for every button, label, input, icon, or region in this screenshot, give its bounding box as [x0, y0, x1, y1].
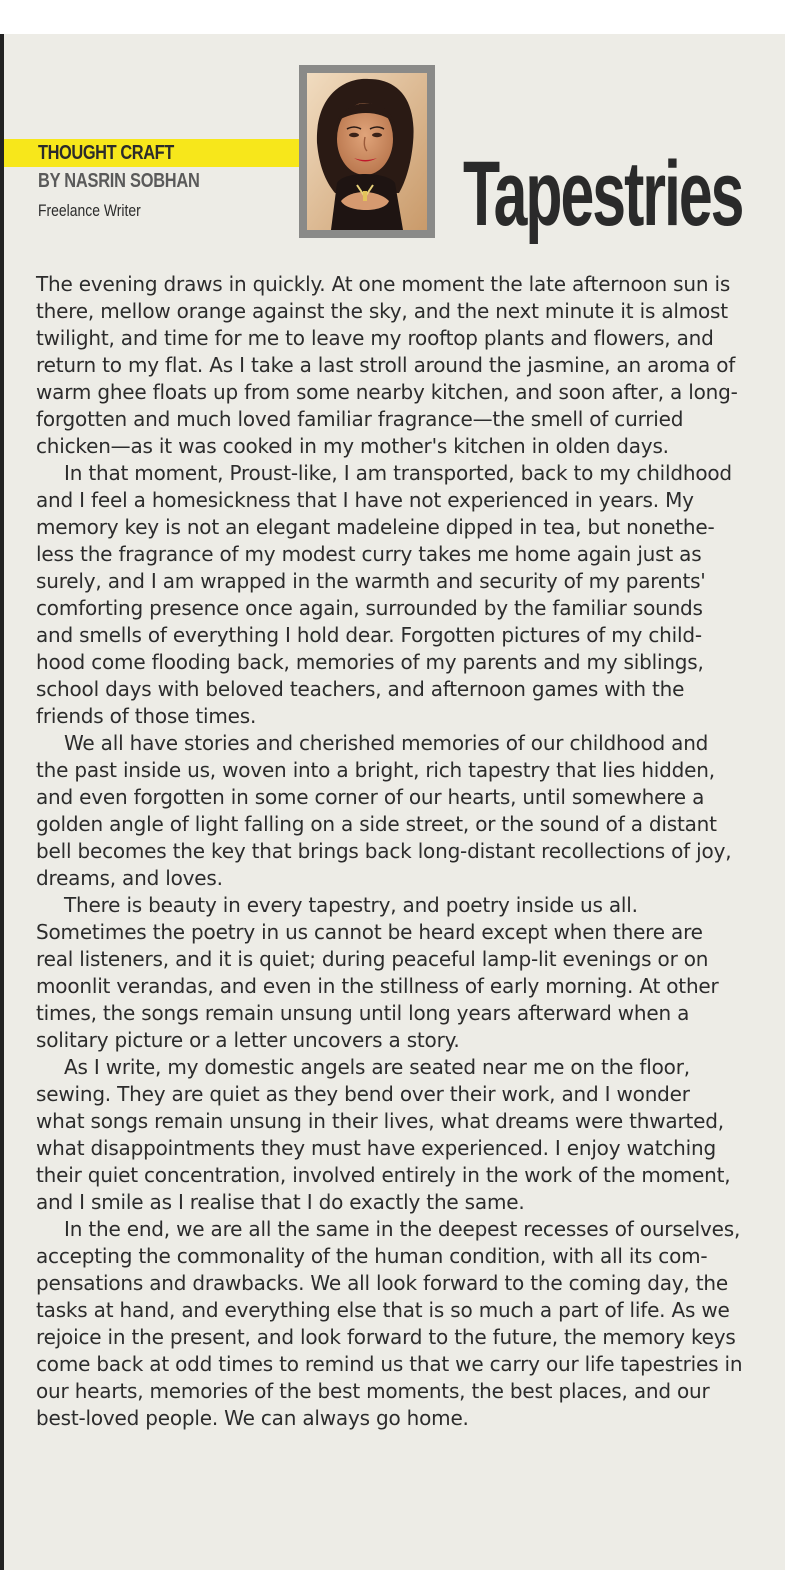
- text-line: sewing. They are quiet as they bend over their work, and I wonder: [36, 1082, 690, 1106]
- author-byline: BY NASRIN SOBHAN: [38, 170, 200, 192]
- text-line: moonlit verandas, and even in the stillness of early morning. At other: [36, 974, 719, 998]
- text-line: what disappointments they must have experienced. I enjoy watching: [36, 1136, 716, 1160]
- text-line: There is beauty in every tapestry, and poetry inside us all.: [64, 893, 638, 917]
- text-line: In that moment, Proust-like, I am transported, back to my childhood: [64, 461, 732, 485]
- text-line: dreams, and loves.: [36, 866, 223, 890]
- author-portrait-icon: [307, 73, 427, 230]
- text-line: what songs remain unsung in their lives, what dreams were thwarted,: [36, 1109, 724, 1133]
- text-line: their quiet concentration, involved entirely in the work of the moment,: [36, 1163, 731, 1187]
- text-line: best-loved people. We can always go home.: [36, 1406, 469, 1430]
- text-line: solitary picture or a letter uncovers a story.: [36, 1028, 460, 1052]
- author-role: Freelance Writer: [38, 201, 141, 220]
- text-line: come back at odd times to remind us that we carry our life tapestries in: [36, 1352, 743, 1376]
- text-line: As I write, my domestic angels are seated near me on the floor,: [64, 1055, 690, 1079]
- text-line: our hearts, memories of the best moments, the best places, and our: [36, 1379, 710, 1403]
- article-body: [36, 271, 748, 1432]
- text-line: school days with beloved teachers, and afternoon games with the: [36, 677, 685, 701]
- paragraph: [36, 271, 748, 460]
- paragraph: [36, 1054, 748, 1216]
- paragraph: [36, 460, 748, 730]
- paragraph: [36, 1216, 748, 1432]
- text-line: rejoice in the present, and look forward to the future, the memory keys: [36, 1325, 736, 1349]
- text-line: memory key is not an elegant madeleine dipped in tea, but nonethe-: [36, 515, 715, 539]
- text-line: golden angle of light falling on a side street, or the sound of a distant: [36, 812, 717, 836]
- text-line: return to my flat. As I take a last stroll around the jasmine, an aroma of: [36, 353, 736, 377]
- text-line: the past inside us, woven into a bright, rich tapestry that lies hidden,: [36, 758, 715, 782]
- text-line: hood come flooding back, memories of my parents and my siblings,: [36, 650, 704, 674]
- text-line: and I feel a homesickness that I have not experienced in years. My: [36, 488, 694, 512]
- paragraph: [36, 730, 748, 892]
- text-line: twilight, and time for me to leave my rooftop plants and flowers, and: [36, 326, 714, 350]
- article-headline: Tapestries: [463, 143, 743, 245]
- text-line: and I smile as I realise that I do exactly the same.: [36, 1190, 525, 1214]
- text-line: chicken—as it was cooked in my mother's kitchen in olden days.: [36, 434, 669, 458]
- text-line: forgotten and much loved familiar fragrance—the smell of curried: [36, 407, 684, 431]
- text-line: The evening draws in quickly. At one moment the late afternoon sun is: [36, 272, 731, 296]
- column-kicker: THOUGHT CRAFT: [38, 142, 174, 164]
- text-line: less the fragrance of my modest curry takes me home again just as: [36, 542, 702, 566]
- author-photo-frame: [299, 65, 435, 238]
- text-line: warm ghee floats up from some nearby kitchen, and soon after, a long-: [36, 380, 738, 404]
- text-line: bell becomes the key that brings back long-distant recollections of joy,: [36, 839, 732, 863]
- text-line: real listeners, and it is quiet; during peaceful lamp-lit evenings or on: [36, 947, 709, 971]
- text-line: comforting presence once again, surrounded by the familiar sounds: [36, 596, 703, 620]
- text-line: surely, and I am wrapped in the warmth and security of my parents': [36, 569, 706, 593]
- text-line: In the end, we are all the same in the deepest recesses of ourselves,: [64, 1217, 741, 1241]
- text-line: tasks at hand, and everything else that is so much a part of life. As we: [36, 1298, 730, 1322]
- text-line: friends of those times.: [36, 704, 257, 728]
- text-line: there, mellow orange against the sky, and the next minute it is almost: [36, 299, 728, 323]
- text-line: pensations and drawbacks. We all look forward to the coming day, the: [36, 1271, 728, 1295]
- text-line: We all have stories and cherished memories of our childhood and: [64, 731, 709, 755]
- paragraph: [36, 892, 748, 1054]
- text-line: times, the songs remain unsung until long years afterward when a: [36, 1001, 690, 1025]
- text-line: accepting the commonality of the human condition, with all its com-: [36, 1244, 708, 1268]
- text-line: Sometimes the poetry in us cannot be heard except when there are: [36, 920, 703, 944]
- text-line: and smells of everything I hold dear. Forgotten pictures of my child-: [36, 623, 702, 647]
- text-line: and even forgotten in some corner of our hearts, until somewhere a: [36, 785, 705, 809]
